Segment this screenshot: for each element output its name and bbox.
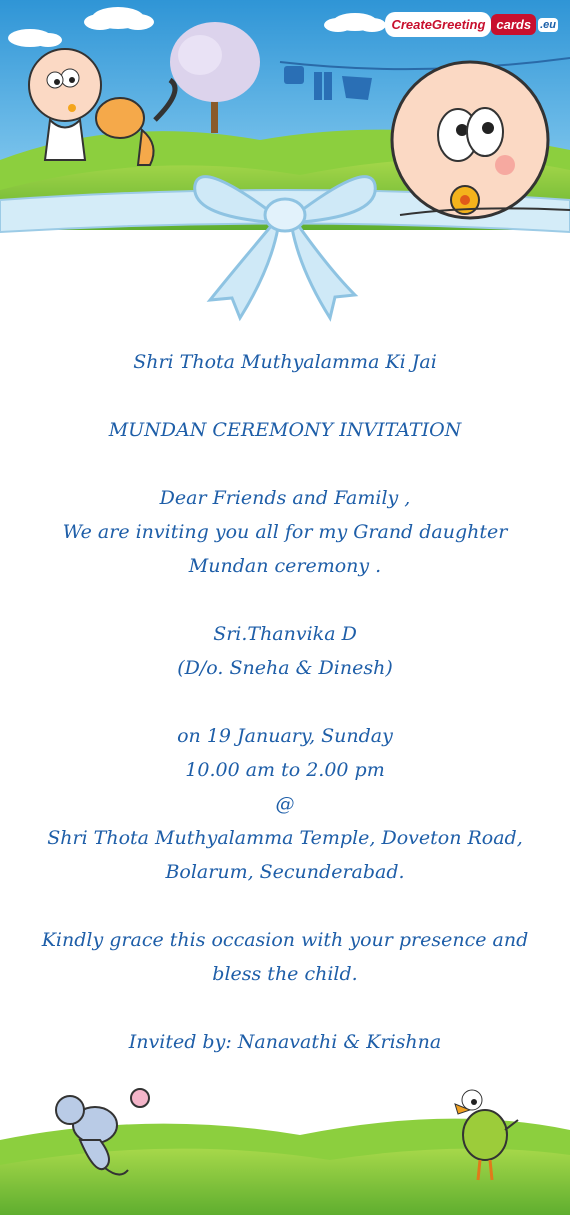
- message-line: on 19 January, Sunday: [177, 725, 393, 747]
- logo-text-3: .eu: [540, 18, 556, 31]
- logo-text-2: cards: [491, 14, 536, 35]
- message-line: Kindly grace this occasion with your presence and: [41, 929, 529, 951]
- message-line: We are inviting you all for my Grand daughter: [62, 521, 508, 543]
- message-line: Shri Thota Muthyalamma Temple, Doveton Road,: [47, 827, 523, 849]
- bow-icon: [195, 177, 376, 318]
- logo-text-1: CreateGreeting: [387, 14, 489, 35]
- message-line: Sri.Thanvika D: [213, 623, 357, 645]
- message-line: Shri Thota Muthyalamma Ki Jai: [133, 351, 437, 373]
- footer-illustration: [0, 1080, 570, 1215]
- message-title: MUNDAN CEREMONY INVITATION: [108, 419, 462, 441]
- brand-logo[interactable]: [387, 14, 558, 35]
- message-line: @: [275, 793, 295, 815]
- message-line: (D/o. Sneha & Dinesh): [177, 657, 393, 679]
- message-line: Dear Friends and Family ,: [159, 487, 411, 509]
- message-line: Bolarum, Secunderabad.: [165, 861, 405, 883]
- message-line: bless the child.: [212, 963, 358, 985]
- invitation-message: [0, 345, 570, 1059]
- message-line: 10.00 am to 2.00 pm: [185, 759, 385, 781]
- message-signature: Invited by: Nanavathi & Krishna: [128, 1031, 442, 1053]
- header-illustration: [0, 0, 570, 340]
- message-line: Mundan ceremony .: [188, 555, 382, 577]
